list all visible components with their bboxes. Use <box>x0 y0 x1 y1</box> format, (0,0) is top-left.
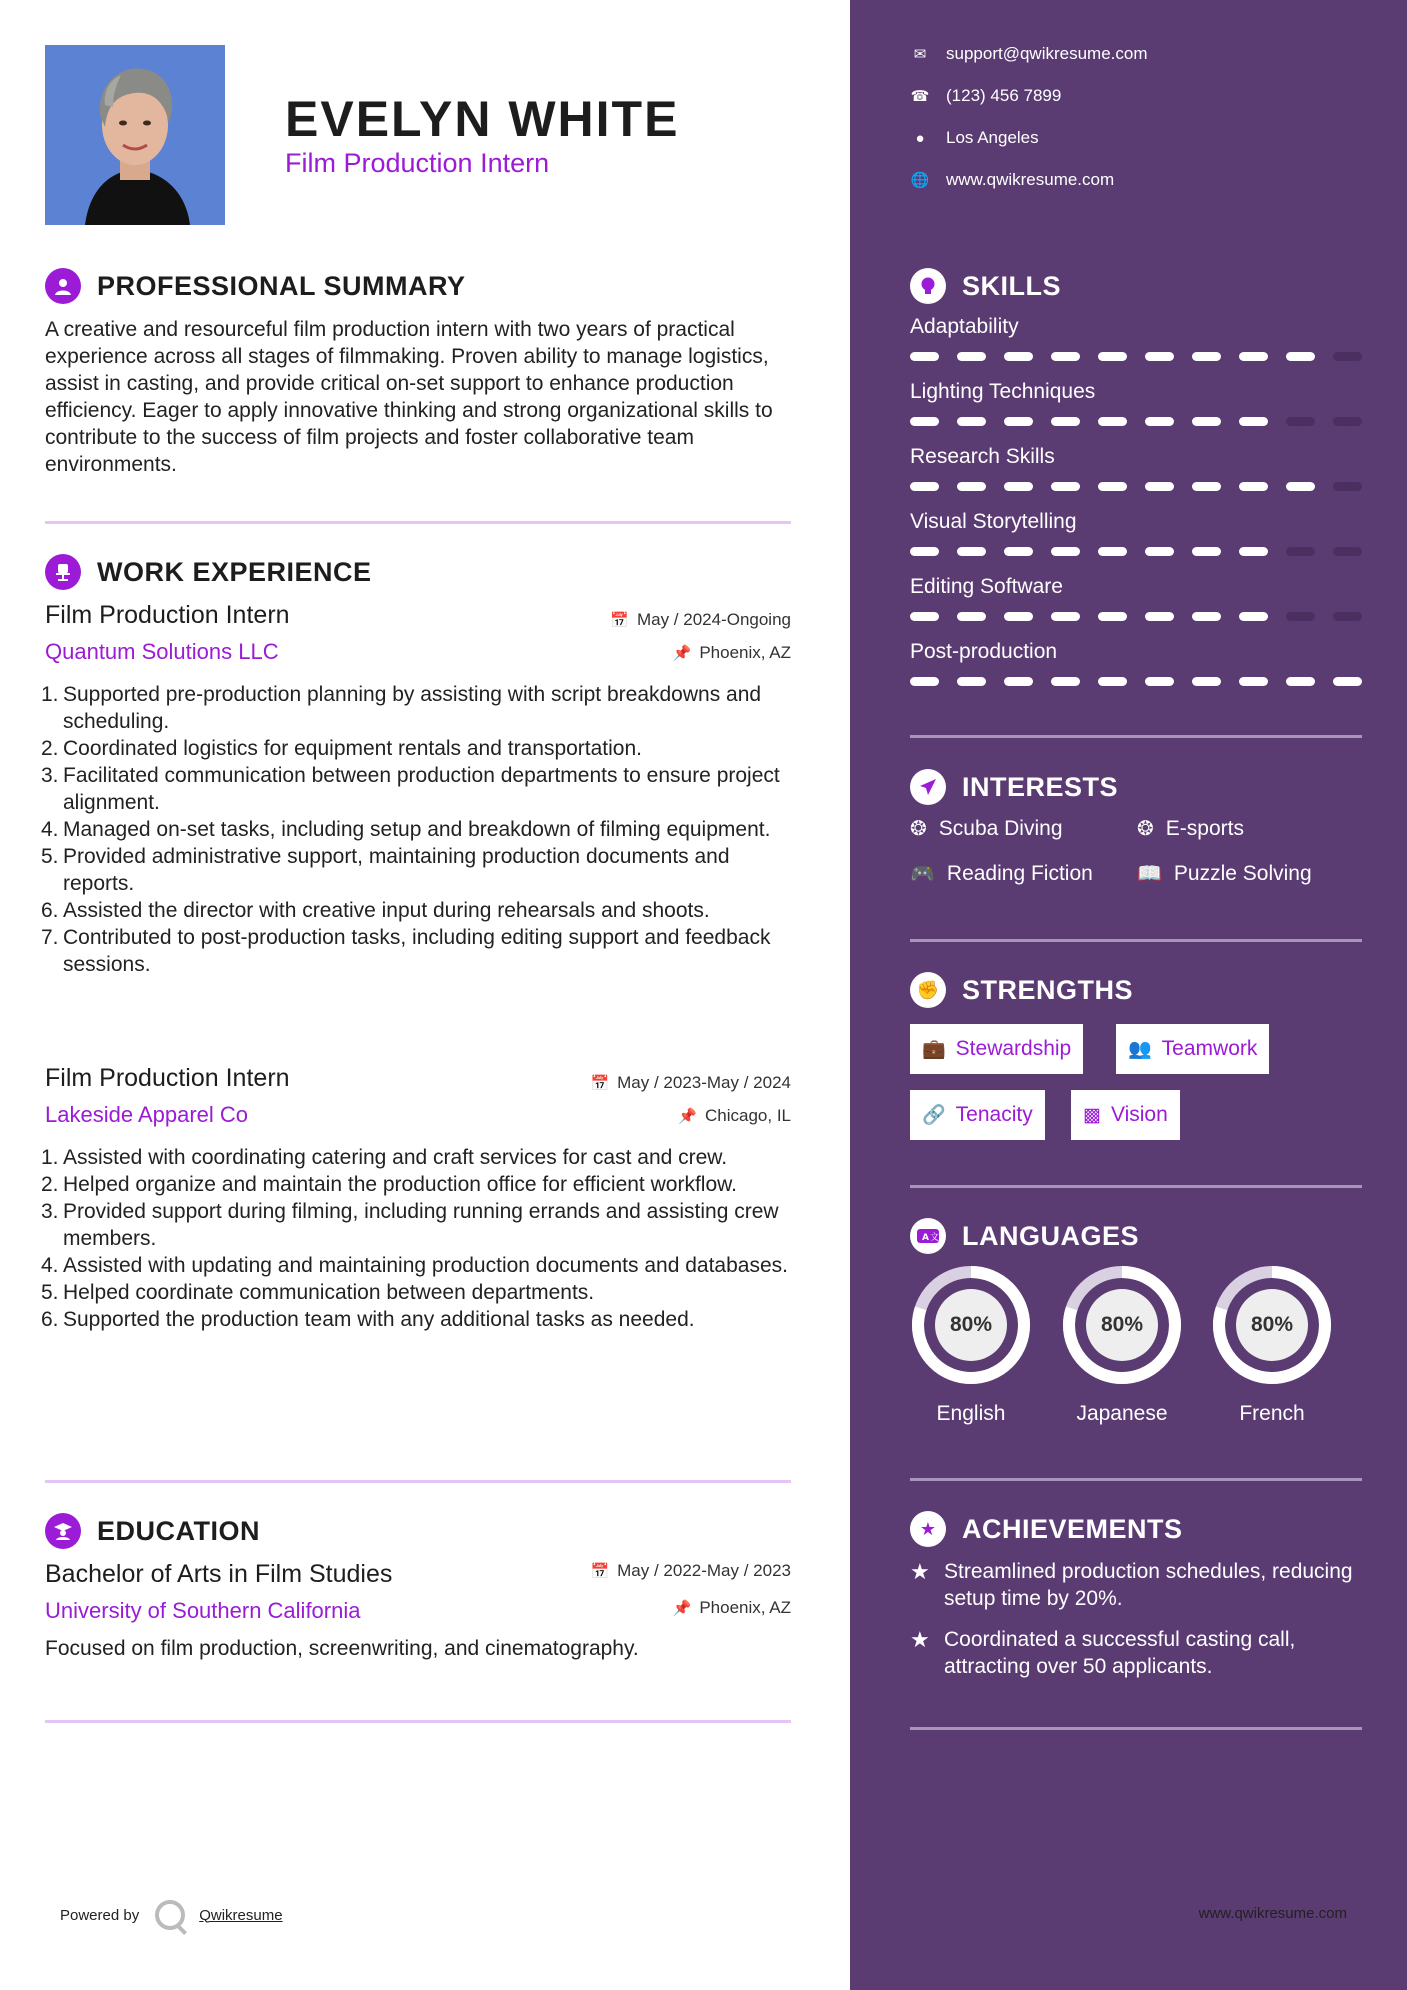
list-item: 5. Provided administrative support, maintaining production documents and reports. <box>41 845 730 895</box>
skill-segment <box>1004 417 1033 426</box>
skill-level-bar <box>910 547 1362 556</box>
skill-segment <box>1333 547 1362 556</box>
education-location-text: Phoenix, AZ <box>699 1598 791 1617</box>
skill-segment <box>1098 677 1127 686</box>
briefcase-icon: 💼 <box>922 1039 946 1060</box>
skill-segment <box>1051 482 1080 491</box>
list-item: 2. Helped organize and maintain the production office for efficient workflow. <box>41 1173 737 1196</box>
calendar-icon: 📅 <box>590 1563 610 1580</box>
achievement-text: Coordinated a successful casting call, attracting over 50 applicants. <box>944 1628 1296 1678</box>
skill-segment <box>910 612 939 621</box>
skill-name: Lighting Techniques <box>910 380 1096 403</box>
job-date <box>590 1073 791 1093</box>
skill-name: Visual Storytelling <box>910 510 1077 533</box>
skill-segment <box>1051 677 1080 686</box>
strength-badge <box>1116 1024 1269 1074</box>
map-pin-icon: ● <box>915 129 925 147</box>
list-item: 7. Contributed to post-production tasks, including editing support and feedback sessions. <box>41 926 771 976</box>
degree-title: Bachelor of Arts in Film Studies <box>45 1560 393 1588</box>
contact-phone-text: (123) 456 7899 <box>946 86 1062 105</box>
achievement-item <box>910 1558 1370 1612</box>
achievement-text: Streamlined production schedules, reducing setup time by 20%. <box>944 1560 1353 1610</box>
star-badge-icon: ★ <box>910 1511 946 1547</box>
job-date-text: May / 2023-May / 2024 <box>617 1073 791 1092</box>
contact-phone[interactable] <box>910 86 1061 106</box>
lifebuoy-icon: ❂ <box>910 818 927 840</box>
achievements-heading-text: ACHIEVEMENTS <box>962 1513 1183 1544</box>
education-date-text: May / 2022-May / 2023 <box>617 1561 791 1580</box>
skill-segment <box>1004 677 1033 686</box>
skill-segment <box>1192 677 1221 686</box>
contact-email-text: support@qwikresume.com <box>946 44 1148 63</box>
skill-segment <box>1286 547 1315 556</box>
section-divider <box>910 939 1362 942</box>
skill-name: Editing Software <box>910 575 1063 598</box>
skill-segment <box>1098 417 1127 426</box>
skill-segment <box>1239 417 1268 426</box>
skill-segment <box>1145 352 1174 361</box>
skill-segment <box>1333 417 1362 426</box>
skill-segment <box>1004 352 1033 361</box>
interest-label: Puzzle Solving <box>1173 861 1312 885</box>
gamepad-icon: 🎮 <box>910 863 935 885</box>
profile-photo <box>45 45 225 225</box>
list-item: 4. Assisted with updating and maintaining production documents and databases. <box>41 1254 788 1277</box>
skill-segment <box>1145 482 1174 491</box>
section-divider <box>910 1727 1362 1730</box>
link-icon: 🔗 <box>922 1105 946 1126</box>
list-item: 3. Provided support during filming, including running errands and assisting crew members. <box>41 1200 779 1250</box>
skill-level-bar <box>910 677 1362 686</box>
calendar-icon: 📅 <box>610 612 629 629</box>
language-item <box>1211 1264 1333 1426</box>
education-date <box>590 1561 791 1581</box>
skill-segment <box>1286 352 1315 361</box>
skill-segment <box>910 677 939 686</box>
section-divider <box>910 1185 1362 1188</box>
skill-segment <box>1333 352 1362 361</box>
skill-segment <box>957 612 986 621</box>
skill-level-bar <box>910 352 1362 361</box>
skill-segment <box>1239 352 1268 361</box>
language-item <box>910 1264 1032 1426</box>
interest-item <box>910 861 1093 886</box>
skill-segment <box>1051 547 1080 556</box>
contact-website-text: www.qwikresume.com <box>946 170 1115 189</box>
list-item: 3. Facilitated communication between production departments to ensure project alignment. <box>41 764 780 814</box>
skill-segment <box>1192 482 1221 491</box>
powered-by-text: Powered by <box>60 1906 140 1924</box>
skill-segment <box>1239 612 1268 621</box>
strength-badge <box>1071 1090 1180 1140</box>
achievements-heading <box>910 1511 1183 1547</box>
skill-segment <box>957 482 986 491</box>
education-heading <box>45 1513 260 1549</box>
skills-heading <box>910 268 1061 304</box>
skill-segment <box>957 547 986 556</box>
skill-segment <box>1192 352 1221 361</box>
skill-segment <box>1051 417 1080 426</box>
contact-email[interactable] <box>910 44 1148 64</box>
interests-heading <box>910 769 1118 805</box>
job-company: Lakeside Apparel Co <box>45 1102 249 1127</box>
envelope-icon: ✉ <box>913 46 927 63</box>
skills-heading-text: SKILLS <box>962 270 1062 301</box>
graduate-icon <box>45 1513 81 1549</box>
skill-level-bar <box>910 417 1362 426</box>
interest-label: Scuba Diving <box>938 816 1063 840</box>
skill-segment <box>1145 612 1174 621</box>
interest-label: Reading Fiction <box>946 861 1093 885</box>
job-company: Quantum Solutions LLC <box>45 639 279 664</box>
list-item: 6. Assisted the director with creative input during rehearsals and shoots. <box>41 899 710 922</box>
skill-level-bar <box>910 482 1362 491</box>
education-description: Focused on film production, screenwriting, and cinematography. <box>45 1637 639 1660</box>
svg-text:文: 文 <box>930 1233 939 1243</box>
summary-text: A creative and resourceful film production intern with two years of practical experience across all stages of filmmaking. Proven ability to manage logistics, assist in casting, and provide critical on-set support to enhance production efficiency. Eager to apply innovative thinking and strong organizational skills to contribute to the success of film projects and foster collaborative team environments. <box>45 318 773 476</box>
job-date <box>610 610 791 630</box>
candidate-title: Film Production Intern <box>285 148 550 178</box>
job-title: Film Production Intern <box>45 1064 290 1092</box>
sidebar <box>850 0 1407 1990</box>
language-icon <box>910 1218 946 1254</box>
brand-link[interactable]: Qwikresume <box>199 1906 283 1924</box>
strength-label: Vision <box>1110 1103 1168 1126</box>
education-location <box>673 1598 791 1618</box>
interests-heading-text: INTERESTS <box>962 771 1119 802</box>
interest-item <box>910 816 1063 841</box>
list-item: 5. Helped coordinate communication between departments. <box>41 1281 595 1304</box>
experience-heading-text: WORK EXPERIENCE <box>97 556 372 587</box>
language-name: French <box>1239 1402 1305 1425</box>
skill-segment <box>1333 482 1362 491</box>
skill-segment <box>1286 482 1315 491</box>
strength-label: Stewardship <box>955 1037 1072 1060</box>
footer-powered-by <box>60 1900 283 1930</box>
skill-segment <box>1333 677 1362 686</box>
skill-segment <box>910 417 939 426</box>
skill-segment <box>1004 612 1033 621</box>
skill-segment <box>957 352 986 361</box>
list-item: 2. Coordinated logistics for equipment rentals and transportation. <box>41 737 642 760</box>
list-item: 1. Supported pre-production planning by assisting with script breakdowns and scheduling. <box>41 683 762 733</box>
skill-segment <box>1239 482 1268 491</box>
language-progress-ring <box>1211 1264 1333 1386</box>
book-icon: 📖 <box>1137 863 1162 885</box>
candidate-name: EVELYN WHITE <box>285 91 680 147</box>
list-item: 4. Managed on-set tasks, including setup and breakdown of filming equipment. <box>41 818 771 841</box>
office-chair-icon <box>45 554 81 590</box>
pin-icon: 📌 <box>672 1600 692 1617</box>
interest-label: E-sports <box>1165 816 1244 840</box>
skill-segment <box>1192 547 1221 556</box>
contact-location-text: Los Angeles <box>946 128 1039 147</box>
job-location-text: Chicago, IL <box>705 1106 791 1125</box>
strength-badge <box>910 1090 1045 1140</box>
star-icon: ★ <box>910 1627 930 1652</box>
summary-heading <box>45 268 466 304</box>
experience-heading <box>45 554 372 590</box>
skill-segment <box>1145 417 1174 426</box>
skill-segment <box>1286 612 1315 621</box>
skill-name: Post-production <box>910 640 1058 663</box>
globe-icon: 🌐 <box>910 172 930 189</box>
strength-badge <box>910 1024 1083 1074</box>
strengths-heading <box>910 972 1133 1008</box>
job-location <box>673 643 791 663</box>
lightbulb-icon <box>910 268 946 304</box>
skill-segment <box>910 547 939 556</box>
languages-heading <box>910 1218 1139 1254</box>
skill-segment <box>1192 612 1221 621</box>
section-divider <box>45 521 791 524</box>
contact-website[interactable] <box>910 170 1114 190</box>
section-divider <box>910 1478 1362 1481</box>
language-percent: 80% <box>1086 1289 1158 1361</box>
job-date-text: May / 2024-Ongoing <box>636 610 791 629</box>
pin-icon: 📌 <box>678 1108 697 1125</box>
job-location <box>678 1106 791 1126</box>
job-location-text: Phoenix, AZ <box>699 643 791 662</box>
section-divider <box>45 1720 791 1723</box>
skill-segment <box>1098 482 1127 491</box>
job-bullets <box>41 681 805 978</box>
education-heading-text: EDUCATION <box>97 1515 260 1546</box>
skill-segment <box>1145 547 1174 556</box>
job-title: Film Production Intern <box>45 601 290 629</box>
language-progress-ring <box>910 1264 1032 1386</box>
school-name: University of Southern California <box>45 1598 361 1623</box>
section-divider <box>910 735 1362 738</box>
achievement-item <box>910 1626 1370 1680</box>
section-divider <box>45 1480 791 1483</box>
calendar-icon: 📅 <box>590 1075 610 1092</box>
skill-segment <box>1051 612 1080 621</box>
paper-plane-icon <box>910 769 946 805</box>
skill-segment <box>1098 612 1127 621</box>
skill-segment <box>1333 612 1362 621</box>
binoculars-icon: ▩ <box>1083 1104 1101 1126</box>
phone-icon: ☎ <box>910 88 930 105</box>
svg-text:A: A <box>922 1233 929 1243</box>
skill-segment <box>957 417 986 426</box>
contact-location <box>910 128 1039 148</box>
star-icon: ★ <box>910 1559 930 1584</box>
skill-segment <box>957 677 986 686</box>
fist-icon: ✊ <box>910 972 946 1008</box>
language-percent: 80% <box>1236 1289 1308 1361</box>
footer-website[interactable]: www.qwikresume.com <box>1198 1905 1347 1922</box>
language-percent: 80% <box>935 1289 1007 1361</box>
strength-label: Tenacity <box>955 1103 1033 1126</box>
list-item: 6. Supported the production team with any additional tasks as needed. <box>41 1308 695 1331</box>
language-name: English <box>936 1402 1006 1425</box>
skill-segment <box>1239 677 1268 686</box>
interest-item <box>1137 861 1312 886</box>
summary-heading-text: PROFESSIONAL SUMMARY <box>97 270 466 301</box>
languages-heading-text: LANGUAGES <box>962 1220 1140 1251</box>
language-item <box>1061 1264 1183 1426</box>
skill-segment <box>1098 352 1127 361</box>
user-icon <box>45 268 81 304</box>
strength-label: Teamwork <box>1161 1037 1258 1060</box>
strengths-heading-text: STRENGTHS <box>962 974 1134 1005</box>
users-icon: 👥 <box>1128 1039 1152 1060</box>
pin-icon: 📌 <box>672 645 692 662</box>
skill-segment <box>910 352 939 361</box>
skill-segment <box>1192 417 1221 426</box>
skill-segment <box>1051 352 1080 361</box>
skill-segment <box>910 482 939 491</box>
skill-segment <box>1098 547 1127 556</box>
list-item: 1. Assisted with coordinating catering and craft services for cast and crew. <box>41 1146 728 1169</box>
skill-segment <box>1004 482 1033 491</box>
skill-name: Adaptability <box>910 315 1019 338</box>
skill-segment <box>1286 417 1315 426</box>
skill-segment <box>1145 677 1174 686</box>
skill-name: Research Skills <box>910 445 1055 468</box>
skill-level-bar <box>910 612 1362 621</box>
qwikresume-logo-icon <box>155 1900 185 1930</box>
job-bullets <box>41 1144 805 1333</box>
language-progress-ring <box>1061 1264 1183 1386</box>
skill-segment <box>1004 547 1033 556</box>
skill-segment <box>1286 677 1315 686</box>
language-name: Japanese <box>1076 1402 1168 1425</box>
lifebuoy-icon: ❂ <box>1137 818 1154 840</box>
interest-item <box>1137 816 1244 841</box>
skill-segment <box>1239 547 1268 556</box>
